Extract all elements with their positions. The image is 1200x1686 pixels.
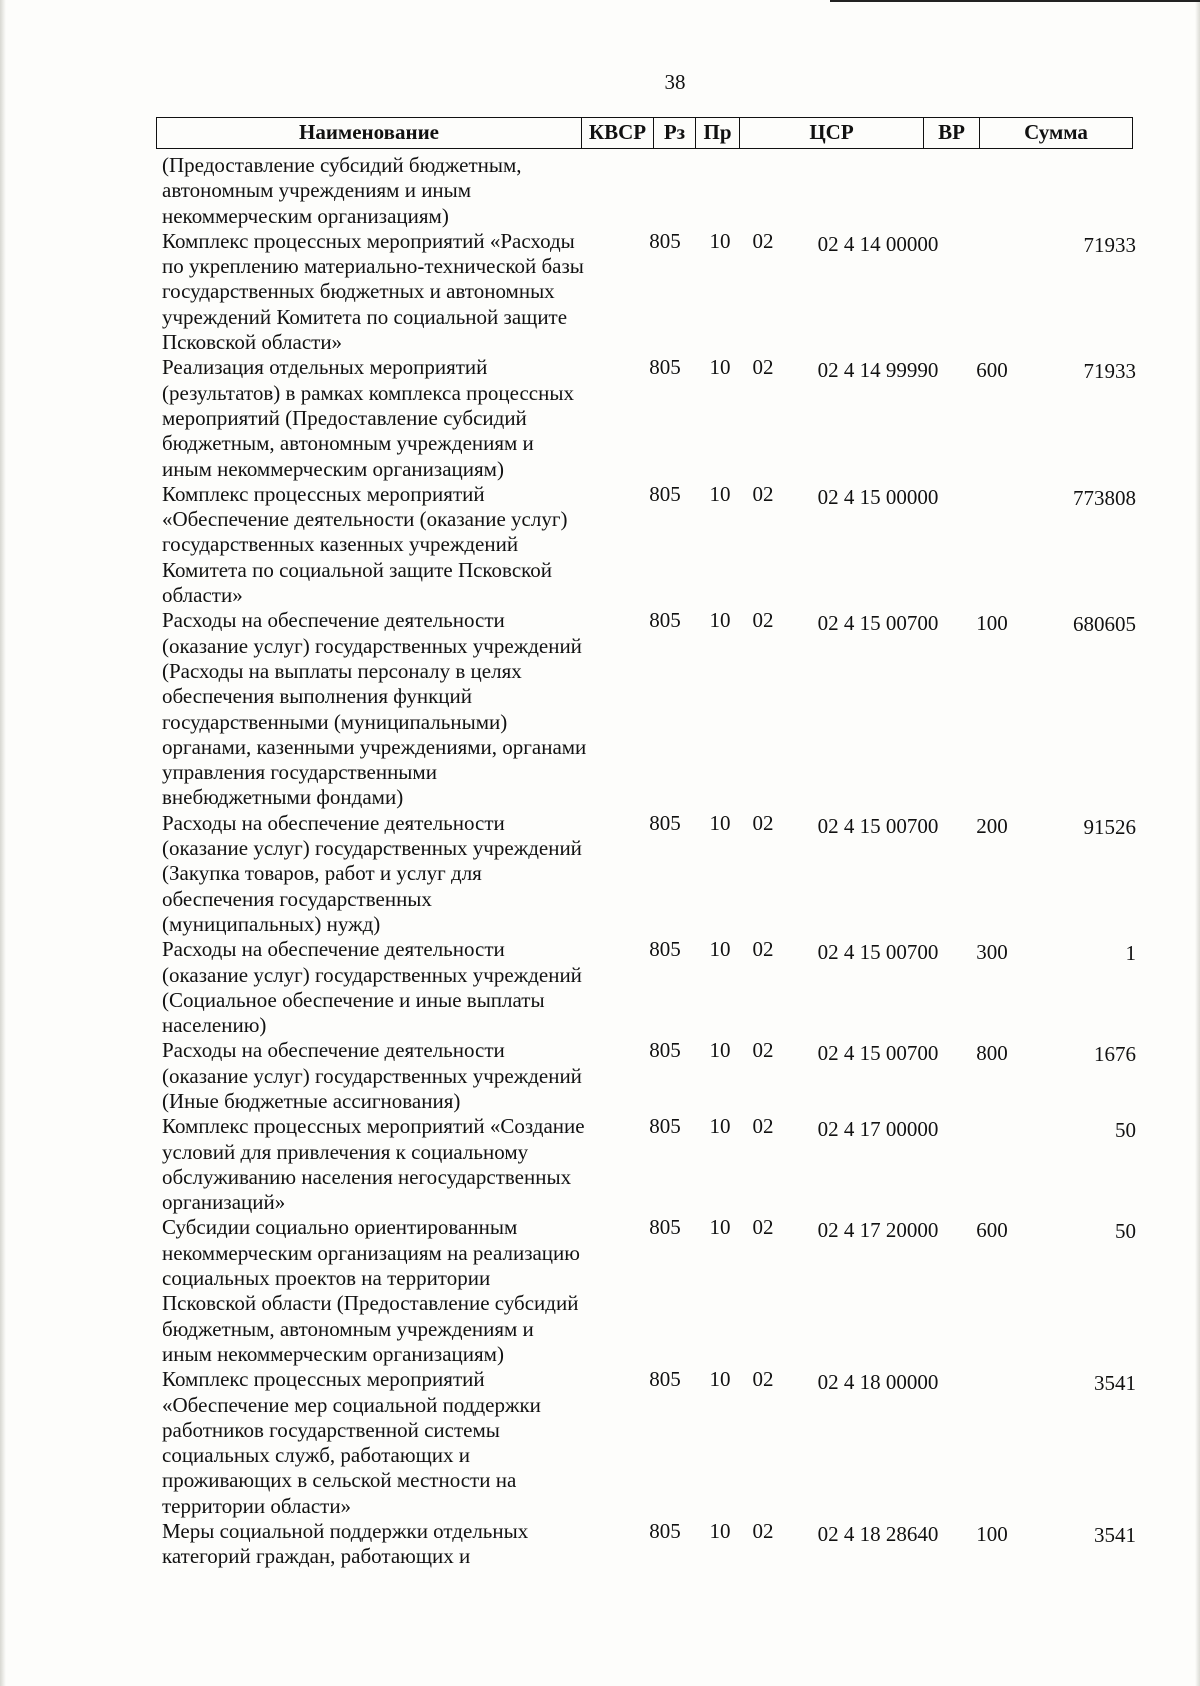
row-csr: 02 4 17 00000: [817, 1117, 939, 1142]
row-vr: 800: [976, 1041, 1008, 1066]
row-pr: 02: [752, 1519, 774, 1544]
row-kvsr: 805: [649, 608, 681, 633]
row-sum: 3541: [1094, 1371, 1136, 1396]
row-pr: 02: [752, 608, 774, 633]
row-kvsr: 805: [649, 228, 681, 253]
row-kvsr: 805: [649, 1038, 681, 1063]
row-rz: 10: [709, 1215, 731, 1240]
row-kvsr: 805: [649, 1215, 681, 1240]
header-kvsr: КВСР: [582, 118, 654, 148]
header-name: Наименование: [157, 118, 582, 148]
table-row: [162, 1038, 1142, 1114]
row-csr: 02 4 14 99990: [817, 358, 939, 383]
header-csr: ЦСР: [740, 118, 924, 148]
row-rz: 10: [709, 481, 731, 506]
row-name: (Предоставление субсидий бюджетным, автономным учреждениям и иным некоммерческим организациям): [162, 153, 522, 228]
row-kvsr: 805: [649, 937, 681, 962]
row-sum: 50: [1115, 1118, 1136, 1143]
row-csr: 02 4 15 00700: [817, 611, 939, 636]
row-name: Расходы на обеспечение деятельности (оказание услуг) государственных учреждений (Иные бюджетные ассигнования): [162, 1038, 582, 1113]
row-vr: 600: [976, 1218, 1008, 1243]
header-vr: ВР: [924, 118, 980, 148]
row-vr: 300: [976, 940, 1008, 965]
table-row: [162, 1215, 1142, 1367]
row-rz: 10: [709, 1367, 731, 1392]
row-csr: 02 4 15 00700: [817, 940, 939, 965]
row-vr: 100: [976, 611, 1008, 636]
table-row: [162, 811, 1142, 937]
row-kvsr: 805: [649, 1114, 681, 1139]
row-csr: 02 4 18 28640: [817, 1522, 939, 1547]
row-name: Комплекс процессных мероприятий «Обеспечение деятельности (оказание услуг) государственных казенных учреждений Комитета по социальной защите Псковской области»: [162, 481, 568, 608]
row-name: Реализация отдельных мероприятий (результатов) в рамках комплекса процессных мероприятий (Предоставление субсидий бюджетным, автономным учреждениям и иным некоммерческим организациям): [162, 355, 574, 481]
row-pr: 02: [752, 1114, 774, 1139]
table-row: [162, 482, 1142, 608]
table-row: [162, 608, 1142, 810]
table-row: [162, 1367, 1142, 1519]
row-rz: 10: [709, 1519, 731, 1544]
row-pr: 02: [752, 228, 774, 253]
row-name: Субсидии социально ориентированным некоммерческим организациям на реализацию социальных проектов на территории Псковской области (Предоставление субсидий бюджетным, автономным учреждениям и иным некоммерческим организациям): [162, 1215, 580, 1366]
row-kvsr: 805: [649, 1519, 681, 1544]
row-sum: 71933: [1083, 232, 1136, 257]
table-body: [162, 153, 1142, 1570]
row-name: Меры социальной поддержки отдельных категорий граждан, работающих и: [162, 1519, 529, 1569]
page-number: 38: [664, 70, 686, 94]
table-row: [162, 1114, 1142, 1215]
row-rz: 10: [709, 228, 731, 253]
row-name: Расходы на обеспечение деятельности (оказание услуг) государственных учреждений (Закупка товаров, работ и услуг для обеспечения государственных (муниципальных) нужд): [162, 810, 582, 936]
row-rz: 10: [709, 608, 731, 633]
row-rz: 10: [709, 1114, 731, 1139]
row-pr: 02: [752, 355, 774, 380]
table-row: [162, 1519, 1142, 1570]
row-kvsr: 805: [649, 481, 681, 506]
row-rz: 10: [709, 937, 731, 962]
row-pr: 02: [752, 937, 774, 962]
row-rz: 10: [709, 355, 731, 380]
scan-left-edge: [0, 0, 6, 1686]
row-csr: 02 4 18 00000: [817, 1370, 939, 1395]
header-pr: Пр: [696, 118, 740, 148]
table-row: [162, 937, 1142, 1038]
row-sum: 50: [1115, 1219, 1136, 1244]
row-csr: 02 4 14 00000: [817, 231, 939, 256]
row-name: Комплекс процессных мероприятий «Обеспечение мер социальной поддержки работников государственной системы социальных служб, работающих и проживающих в сельской местности на территории области»: [162, 1367, 541, 1518]
row-sum: 1676: [1094, 1042, 1136, 1067]
row-name: Комплекс процессных мероприятий «Расходы по укреплению материально-технической базы государственных бюджетных и автономных учреждений Комитета по социальной защите Псковской области»: [162, 228, 584, 355]
top-rule: [830, 0, 1200, 2]
table-row: [162, 355, 1142, 481]
row-pr: 02: [752, 1215, 774, 1240]
row-vr: 600: [976, 358, 1008, 383]
table-header: [156, 117, 1133, 149]
row-pr: 02: [752, 481, 774, 506]
row-kvsr: 805: [649, 355, 681, 380]
row-name: Расходы на обеспечение деятельности (оказание услуг) государственных учреждений (Социальное обеспечение и иные выплаты населению): [162, 937, 582, 1038]
row-name: Расходы на обеспечение деятельности (оказание услуг) государственных учреждений (Расходы на выплаты персоналу в целях обеспечения выполнения функций государственными (муниципальными) органами, казенными учреждениями, органами управления государственными внебюджетными фондами): [162, 608, 587, 810]
row-rz: 10: [709, 810, 731, 835]
row-sum: 71933: [1083, 359, 1136, 384]
row-vr: 100: [976, 1522, 1008, 1547]
row-sum: 773808: [1073, 485, 1136, 510]
row-kvsr: 805: [649, 1367, 681, 1392]
row-name: Комплекс процессных мероприятий «Создание условий для привлечения к социальному обслуживанию населения негосударственных организаций»: [162, 1114, 585, 1215]
row-csr: 02 4 17 20000: [817, 1218, 939, 1243]
row-sum: 91526: [1083, 814, 1136, 839]
scan-right-edge: [1195, 0, 1200, 1686]
row-csr: 02 4 15 00700: [817, 1041, 939, 1066]
table-row: [162, 229, 1142, 355]
row-rz: 10: [709, 1038, 731, 1063]
row-kvsr: 805: [649, 810, 681, 835]
row-csr: 02 4 15 00000: [817, 484, 939, 509]
row-sum: 680605: [1073, 612, 1136, 637]
row-sum: 1: [1125, 941, 1136, 966]
row-pr: 02: [752, 1038, 774, 1063]
row-sum: 3541: [1094, 1523, 1136, 1548]
header-sum: Сумма: [1024, 120, 1088, 144]
row-csr: 02 4 15 00700: [817, 813, 939, 838]
table-row: [162, 153, 1142, 229]
row-pr: 02: [752, 810, 774, 835]
header-rz: Рз: [654, 118, 696, 148]
row-vr: 200: [976, 813, 1008, 838]
row-pr: 02: [752, 1367, 774, 1392]
